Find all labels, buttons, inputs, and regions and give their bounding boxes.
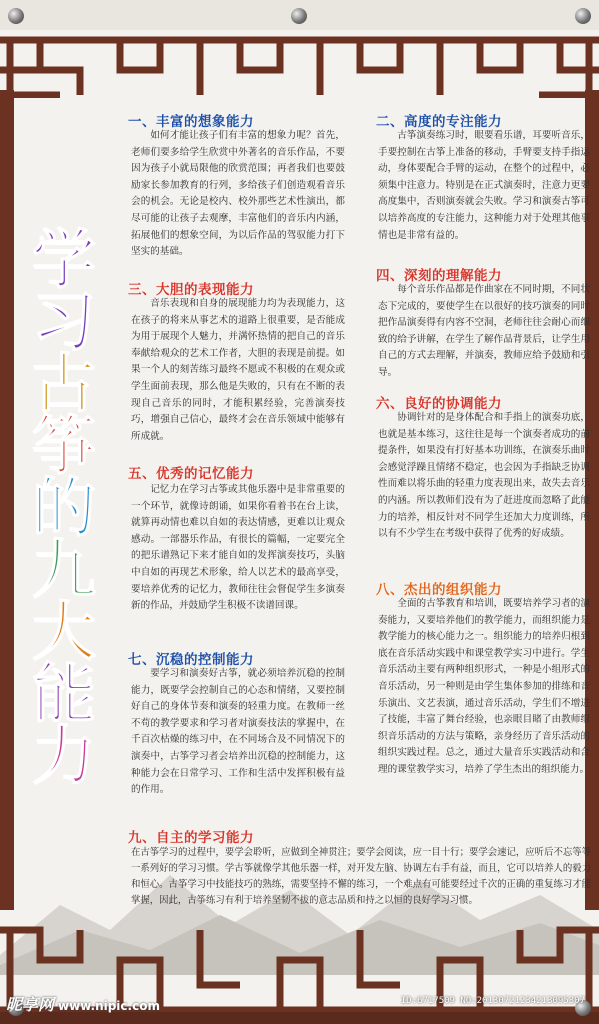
section-title-expression: 三、大胆的表现能力 bbox=[128, 282, 254, 298]
section-body-control: 要学习和演奏好古筝，就必须培养沉稳的控制能力，既要学会控制自己的心态和情绪，又要控制好自己的身体节奏和演奏的轻重力度。在教师一丝不苟的教学要求和学习者对演奏技法的掌握中，在千百次枯燥的练习中，在不同场合及不同情况下的演奏中，古筝学习者会培养出沉稳的控制能力，这种能力会在日常学习、工作和生活中发挥积极有益的作用。 bbox=[131, 668, 345, 796]
watermark-id: ID:6717509 NO:20130721234213095307 bbox=[400, 996, 585, 1006]
section-body-understanding: 每个音乐作品都是作曲家在不同时期，不同状态下完成的，要使学生在以很好的技巧演奏的同时把作品演奏得有内容不空洞，老师往往会耐心而细致的给予讲解，在学生了解作品背景后，让学生用自己的方式去理解，并演奏，教师应给予鼓励和引导。 bbox=[378, 284, 590, 378]
section-body-imagination: 如何才能让孩子们有丰富的想象力呢？首先，老师们要多给学生欣赏中外著名的音乐作品，不要因为孩子小就局限他的欣赏范围；再者我们也要鼓励家长参加教育的行列，多给孩子们创造观看音乐会的机会。无论是校内、校外那些艺术性演出，都尽可能的让孩子去观摩，丰富他们的音乐内内涵，拓展他们的想象空间，为以后作品的驾驭能力打下坚实的基础。 bbox=[131, 130, 345, 258]
section-body-organization: 全面的古筝教育和培训，既要培养学习者的演奏能力，又要培养他们的教学能力，而组织能力是教学能力的核心能力之一。组织能力的培养归根到底在音乐活动实践中和课堂教学实习中进行。学生音乐活动主要有两种组织形式，一种是小组形式的音乐活动，另一种则是由学生集体参加的排练和音乐演出、文艺表演，通过音乐活动，学生们不增进了技能，丰富了舞台经验，也亲眼目睹了由教师组织音乐活动的方法与策略，亲身经历了音乐活动的组织实践过程。总之，通过大量音乐实践活动和合理的课堂教学实习，培养了学生杰出的组织能力。 bbox=[378, 598, 590, 775]
big-title-char: 古 bbox=[32, 348, 96, 422]
big-title-char: 筝 bbox=[32, 410, 96, 484]
section-title-organization: 八、杰出的组织能力 bbox=[376, 582, 502, 598]
section-body-coordination: 协调针对的是身体配合和手指上的演奏功底，也就是基本练习，这往往是每一个演奏者成功的前提条件，如果没有打好基本功训练，在演奏乐曲时会感觉浮躁且情绪不稳定，也会因为手指缺乏协调性而难以将乐曲的轻重力度表现出来，故失去音乐的内涵。所以教师们没有为了赶进度而忽略了此能力的培养，相反针对不同学生还加大力度训练，所以有不少学生在考级中获得了优秀的好成绩。 bbox=[378, 412, 590, 540]
watermark-brand: 昵享网 www.nipic.com bbox=[6, 995, 160, 1014]
big-title-char: 九 bbox=[32, 534, 96, 608]
section-title-control: 七、沉稳的控制能力 bbox=[128, 652, 254, 668]
section-title-focus: 二、高度的专注能力 bbox=[376, 114, 502, 130]
section-title-memory: 五、优秀的记忆能力 bbox=[128, 466, 254, 482]
big-title-char: 的 bbox=[32, 472, 96, 546]
big-title-char: 大 bbox=[32, 596, 96, 670]
big-title-char: 习 bbox=[32, 286, 96, 360]
section-title-understanding: 四、深刻的理解能力 bbox=[376, 268, 502, 284]
section-title-self-learning: 九、自主的学习能力 bbox=[128, 830, 254, 846]
big-title-char: 能 bbox=[32, 658, 96, 732]
section-body-expression: 音乐表现和自身的展现能力均为表现能力，这在孩子的将来从事艺术的道路上很重要，是否能成为用于展现个人魅力，并满怀热情的把自己的音乐奉献给观众的艺术工作者，大胆的表现是前提。如果一个人的刻苦练习最终不愿或不积极的在观众或学生面前表现，那么他是失败的，只有在不断的表现自己音乐的同时，才能积累经验，完善演奏技巧，增强自己信心，最终才会在音乐领域中能够有所成就。 bbox=[131, 298, 345, 442]
section-body-memory: 记忆力在学习古筝或其他乐器中是非常重要的一个环节，就像诗朗诵，如果你看着书在台上读，就算再动情也难以自如的表达情感，更难以让观众感动。一部器乐作品，有很长的篇幅，一定要完全的把乐谱熟记下来才能自如的发挥演奏技巧，头脑中自如的再现艺术形象，给人以艺术的最高享受，要培养优秀的记忆力，教师往往会督促学生多演奏新的作品，并鼓励学生积极不读谱回课。 bbox=[131, 484, 345, 612]
section-title-imagination: 一、丰富的想象能力 bbox=[128, 114, 254, 130]
big-title-char: 力 bbox=[32, 720, 96, 794]
big-title-char: 学 bbox=[32, 224, 96, 298]
section-body-focus: 古筝演奏练习时，眼要看乐谱，耳要听音乐，手要控制在古筝上准备的移动，手臂要支持手指运动，身体要配合手臂的运动，在整个的过程中，必须集中注意力。特别是在正式演奏时，注意力更要高度集中，否则演奏就会失败。学习和演奏古筝可以培养高度的专注能力，这种能力对于处理其他事情也是非常有益的。 bbox=[378, 130, 590, 241]
section-body-self-learning: 在古筝学习的过程中，要学会聆听，应做到全神贯注；要学会阅读，应一目十行；要学会速记，应听后不忘等等一系列好的学习习惯。学古筝就像学其他乐器一样，对开发左脑、协调左右手有益，而且，它可以培养人的毅力和恒心。古筝学习中技能技巧的熟练，需要坚持不懈的练习，一个难点有可能要经过千次的正确的重复练习才能掌握，因此，古筝练习有利于培养坚韧不拔的意志品质和持之以恒的良好学习习惯。 bbox=[131, 847, 591, 906]
section-title-coordination: 六、良好的协调能力 bbox=[376, 396, 502, 412]
